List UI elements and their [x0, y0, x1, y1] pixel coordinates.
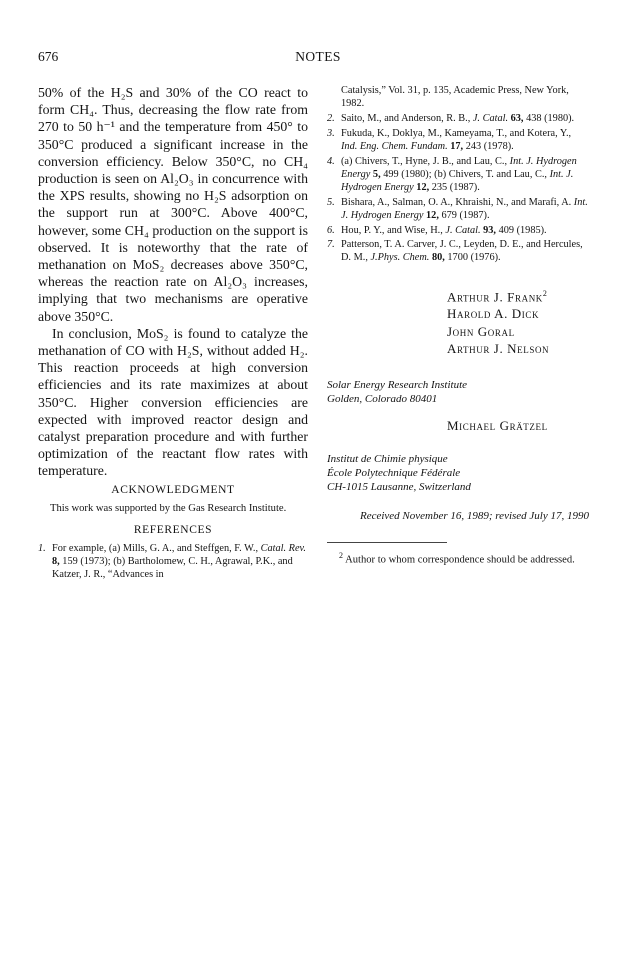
affiliation-line: Institut de Chimie physique — [327, 452, 448, 465]
reference-1-continued: Catalysis,” Vol. 31, p. 135, Academic Press, New York, 1982. — [341, 85, 569, 110]
author-list — [327, 285, 589, 358]
author-name: Michael Grätzel — [447, 417, 548, 433]
received-date: Received November 16, 1989; revised July 17, 1990 — [360, 509, 589, 522]
footnote-mark: 2 — [542, 288, 548, 298]
reference-number: 4. — [327, 155, 335, 167]
reference-number: 7. — [327, 239, 335, 251]
reference-number: 3. — [327, 127, 335, 139]
affiliation-line: Solar Energy Research Institute — [327, 378, 468, 391]
reference-number: 5. — [327, 196, 335, 208]
references-heading: REFERENCES — [133, 523, 213, 536]
right-column — [327, 84, 589, 578]
reference-number: 2. — [327, 112, 335, 124]
footnote-mark: 2 — [339, 550, 343, 560]
running-title: NOTES — [295, 49, 341, 64]
author-name: Arthur J. Frank$^2$ — [447, 288, 548, 304]
reference-7: 7. Patterson, T. A. Carver, J. C., Leyden, D. E., and Hercules, D. M., J.Phys. Chem. 80, 1700 (1976). — [327, 239, 583, 264]
reference-1: 1. For example, (a) Mills, G. A., and Steffgen, F. W., Catal. Rev. 8, 159 (1973); (b) Bartholomew, C. H., Agrawal, P.K., and Katzer, J. R., “Advances in — [38, 542, 306, 581]
reference-5: 5. Bishara, A., Salman, O. A., Khraishi, N., and Marafi, A. Int. J. Hydrogen Energy 12, 679 (1987). — [327, 196, 588, 221]
acknowledgment-text: This work was supported by the Gas Research Institute. — [50, 502, 287, 514]
author-name: Harold A. Dick — [447, 306, 540, 322]
reference-4: 4. (a) Chivers, T., Hyne, J. B., and Lau, C., Int. J. Hydrogen Energy 5, 499 (1980); (b) Chivers, T. and Lau, C., Int. J. Hydrogen Energy 12, 235 (1987). — [327, 155, 577, 193]
reference-3: 3. Fukuda, K., Doklya, M., Kameyama, T., and Kotera, Y., Ind. Eng. Chem. Fundam. 17, 243 (1978). — [327, 127, 572, 152]
affiliation-line: CH-1015 Lausanne, Switzerland — [327, 480, 471, 493]
affiliation-line: École Polytechnique Fédérale — [327, 466, 461, 479]
reference-number: 6. — [327, 224, 335, 236]
affiliation-line: Golden, Colorado 80401 — [327, 392, 438, 405]
body-paragraph-2: In conclusion, MoS₂ is found to catalyze the methanation of CO with H₂S, without added H₂. This reaction proceeds at high conversion efficiencies and its rate maximizes at about 350°C. Higher conversion efficiencies are expected with improved reactor design and catalyst preparation procedure and with further optimization of the reactant flow rates with temperature. — [38, 325, 308, 479]
footnote-text: Author to whom correspondence should be addressed. — [343, 554, 575, 566]
affiliation-1 — [327, 378, 589, 406]
author-name: John Goral — [447, 323, 515, 339]
author-name: Arthur J. Nelson — [447, 341, 550, 357]
reference-2: 2. Saito, M., and Anderson, R. B., J. Catal. 63, 438 (1980). — [327, 112, 575, 124]
page-header — [38, 49, 598, 67]
page-number: 676 — [38, 49, 59, 64]
affiliation-2 — [327, 452, 589, 494]
footnote — [327, 549, 589, 567]
reference-number: 1. — [38, 542, 46, 554]
body-paragraph-1: 50% of the H₂S and 30% of the CO react to form CH₄. Thus, decreasing the flow rate from 270 to 50 h⁻¹ and the temperature from 450° to 350°C produced a significant increase in the conversion efficiency. Below 350°C, no CH₄ production is seen on Al₂O₃ in concurrence with the XPS results, showing no H₂S adsorption on the support run at 300°C. Above 400°C, however, some CH₄ production on the support is observed. It is noteworthy that the rate of methanation on MoS₂ decreases above 350°C, whereas the reaction rate on Al₂O₃ increases, implying that two mechanisms are operative above 350°C. — [38, 85, 308, 324]
acknowledgment-heading: ACKNOWLEDGMENT — [111, 483, 235, 496]
footnote-divider — [327, 542, 447, 543]
reference-6: 6. Hou, P. Y., and Wise, H., J. Catal. 93, 409 (1985). — [327, 224, 547, 236]
left-column — [38, 84, 308, 583]
